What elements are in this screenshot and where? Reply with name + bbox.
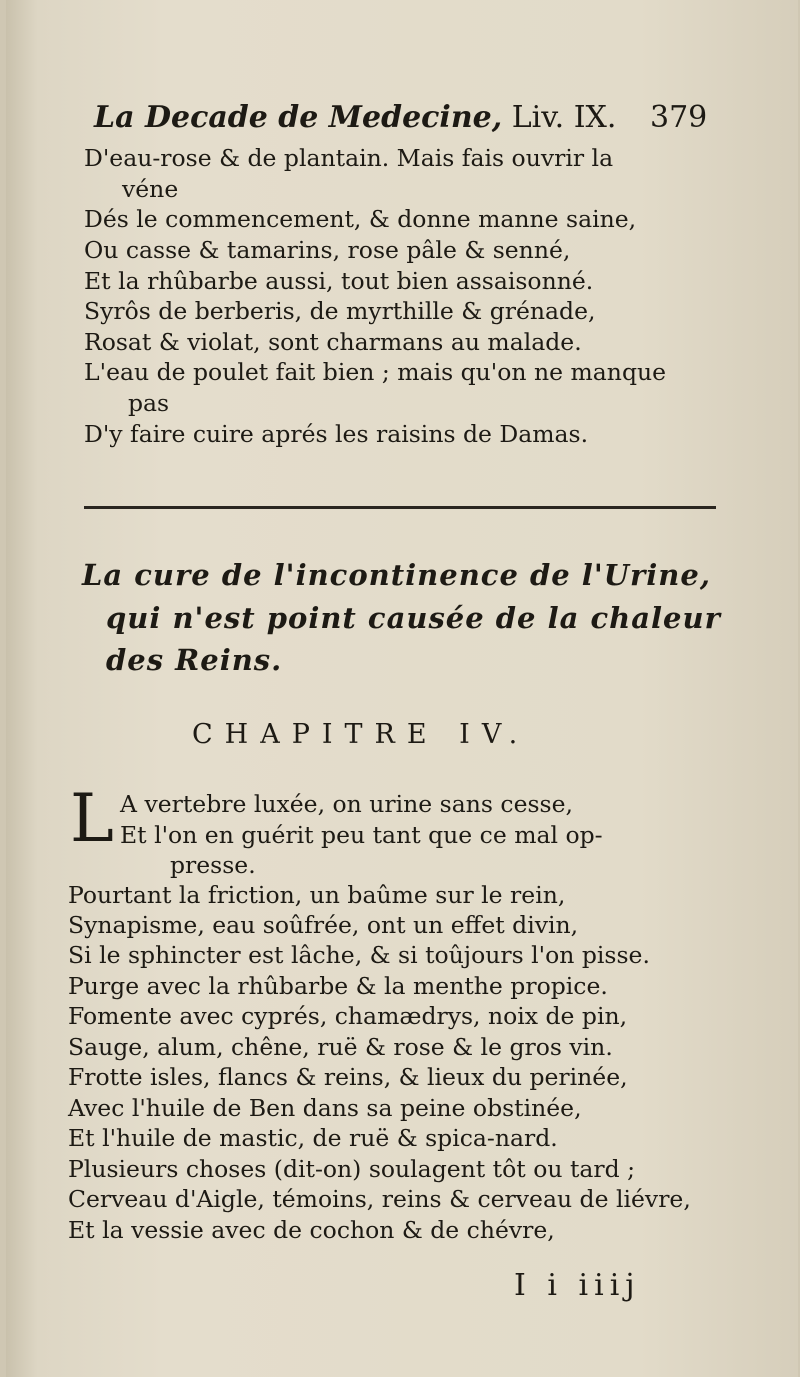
page-number: 379 [650,100,708,135]
book-number: Liv. IX. [511,100,617,135]
running-header [94,100,708,135]
verse-line: Pourtant la friction, un baûme sur le rein, [68,881,566,909]
verse-line: Plusieurs choses (dit-on) soulagent tôt ou tard ; [68,1155,636,1183]
chapter-title-line: des Reins. [106,643,283,677]
verse-line: Rosat & violat, sont charmans au malade. [84,328,582,356]
verse-line: Et l'huile de mastic, de ruë & spica-nard. [68,1124,558,1152]
verse-line: Sauge, alum, chêne, ruë & rose & le gros vin. [68,1033,613,1061]
verse-line: Frotte isles, flancs & reins, & lieux du perinée, [68,1063,628,1091]
verse-line: D'y faire cuire aprés les raisins de Damas. [84,420,589,448]
verse-line: Et la rhûbarbe aussi, tout bien assaisonné. [84,267,594,295]
verse-line: Purge avec la rhûbarbe & la menthe propice. [68,972,608,1000]
chapter-heading: CHAPITRE IV. [192,719,530,750]
verse-line: L'eau de poulet fait bien ; mais qu'on ne manque [84,358,667,386]
verse-line: presse. [170,851,256,879]
verse-line: Et la vessie avec de cochon & de chévre, [68,1216,555,1244]
verse-line: Et l'on en guérit peu tant que ce mal op- [120,821,603,849]
verse-line: Si le sphincter est lâche, & si toûjours l'on pisse. [68,941,650,969]
chapter-title-line: La cure de l'incontinence de l'Urine, [82,558,711,592]
section-divider [84,506,716,509]
verse-line: A vertebre luxée, on urine sans cesse, [120,790,573,818]
verse-line: Syrôs de berberis, de myrthille & grénade, [84,297,596,325]
verse-line: Dés le commencement, & donne manne saine, [84,205,637,233]
chapter-title-line: qui n'est point causée de la chaleur [106,601,721,635]
verse-line: D'eau-rose & de plantain. Mais fais ouvrir la [84,144,614,172]
signature-mark: I i iiij [514,1268,641,1303]
verse-line: Fomente avec cyprés, chamædrys, noix de pin, [68,1002,628,1030]
verse-line: Avec l'huile de Ben dans sa peine obstinée, [68,1094,582,1122]
verse-line: Synapisme, eau soûfrée, ont un effet divin, [68,911,579,939]
verse-line: Cerveau d'Aigle, témoins, reins & cerveau de liévre, [68,1185,691,1213]
verse-line: pas [128,389,170,417]
drop-cap: L [70,780,114,857]
verse-line: Ou casse & tamarins, rose pâle & senné, [84,236,571,264]
running-title: La Decade de Medecine, [94,100,503,135]
verse-line: véne [122,175,179,203]
book-page [6,0,798,1377]
